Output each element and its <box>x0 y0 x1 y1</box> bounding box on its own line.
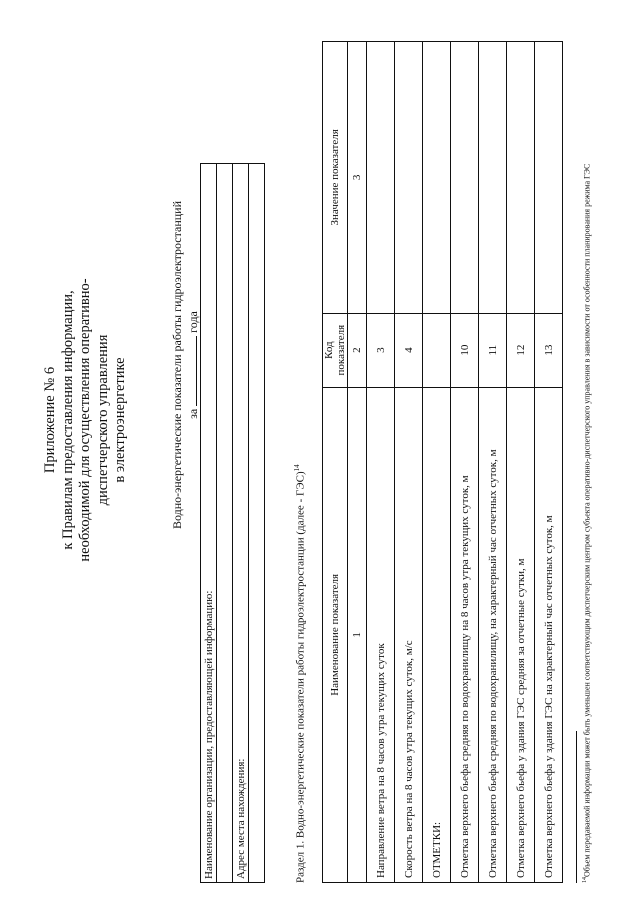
table-row <box>535 42 563 883</box>
period-prefix: за <box>186 408 200 419</box>
column-number: 2 <box>348 313 367 387</box>
indicator-code: 4 <box>395 313 423 387</box>
indicator-value-cell[interactable] <box>367 42 395 314</box>
indicator-value-cell <box>423 42 451 314</box>
indicator-code: 10 <box>451 313 479 387</box>
column-number-row <box>348 42 367 883</box>
appendix-line: к Правилам предоставления информации, <box>59 290 76 550</box>
column-number: 3 <box>348 42 367 314</box>
address-label: Адрес места нахождения: <box>234 758 247 879</box>
table-row <box>451 42 479 883</box>
organization-spacer-row <box>217 164 233 883</box>
table-row <box>395 42 423 883</box>
table-row <box>423 42 451 883</box>
organization-info-box <box>200 163 265 883</box>
form-title: Водно-энергетические показатели работы гидроэлектростанций <box>170 200 184 530</box>
appendix-line: необходимой для осуществления оперативно- <box>77 278 93 562</box>
table-header-row <box>323 42 348 883</box>
indicator-value-cell[interactable] <box>507 42 535 314</box>
indicator-name: Отметка верхнего бьефа средняя по водохранилищу на 8 часов утра текущих суток, м <box>451 387 479 882</box>
organization-name-label: Наименование организации, предоставляющей информацию: <box>202 590 215 879</box>
address-spacer-row <box>249 164 265 883</box>
footnote-marker: 14 <box>582 877 588 883</box>
header-indicator-code: Код показателя <box>323 313 348 387</box>
indicator-value-cell[interactable] <box>395 42 423 314</box>
column-number: 1 <box>348 387 367 882</box>
indicators-table <box>322 41 563 883</box>
footnote-divider <box>576 731 577 883</box>
indicator-value-cell[interactable] <box>535 42 563 314</box>
period-blank-field[interactable] <box>185 336 197 406</box>
indicator-name: Отметка верхнего бьефа у здания ГЭС на характерный час отчетных суток, м <box>535 387 563 882</box>
section-title-text: Раздел 1. Водно-энергетические показатели работы гидроэлектростанции (далее - ГЭС) <box>294 471 307 883</box>
organization-name-field[interactable] <box>201 164 217 883</box>
appendix-line: диспетчерского управления <box>94 334 111 506</box>
table-row <box>507 42 535 883</box>
indicator-value-cell[interactable] <box>451 42 479 314</box>
table-row <box>479 42 507 883</box>
indicator-name: Скорость ветра на 8 часов утра текущих суток, м/с <box>395 387 423 882</box>
indicator-code <box>423 313 451 387</box>
appendix-line: в электроэнергетике <box>112 357 128 483</box>
indicator-code: 3 <box>367 313 395 387</box>
indicator-code: 12 <box>507 313 535 387</box>
indicator-name: Отметка верхнего бьефа у здания ГЭС средняя за отчетные сутки, м <box>507 387 535 882</box>
footnote-text: Объем передаваемой информации может быть уменьшен соответствующим диспетчерским центром субъекта оперативно-диспетчерского управления в зависимости от особенности планирования режима ГЭС <box>582 163 592 877</box>
period-line <box>185 155 201 575</box>
indicator-value-cell[interactable] <box>479 42 507 314</box>
period-suffix: года <box>186 311 200 333</box>
address-field[interactable] <box>233 164 249 883</box>
section-footnote-ref: 14 <box>293 464 301 472</box>
form-title-block <box>170 155 201 575</box>
indicator-name: Отметка верхнего бьефа средняя по водохранилищу, на характерный час отчетных суток, м <box>479 387 507 882</box>
indicator-group-label: ОТМЕТКИ: <box>423 387 451 882</box>
appendix-line: Приложение № 6 <box>42 366 58 474</box>
header-indicator-value: Значение показателя <box>323 42 348 314</box>
table-row <box>367 42 395 883</box>
header-indicator-name: Наименование показателя <box>323 387 348 882</box>
footnote <box>580 103 593 883</box>
section-title <box>293 464 307 883</box>
appendix-header <box>42 270 130 570</box>
indicator-name: Направление ветра на 8 часов утра текущих суток <box>367 387 395 882</box>
indicator-code: 13 <box>535 313 563 387</box>
indicator-code: 11 <box>479 313 507 387</box>
